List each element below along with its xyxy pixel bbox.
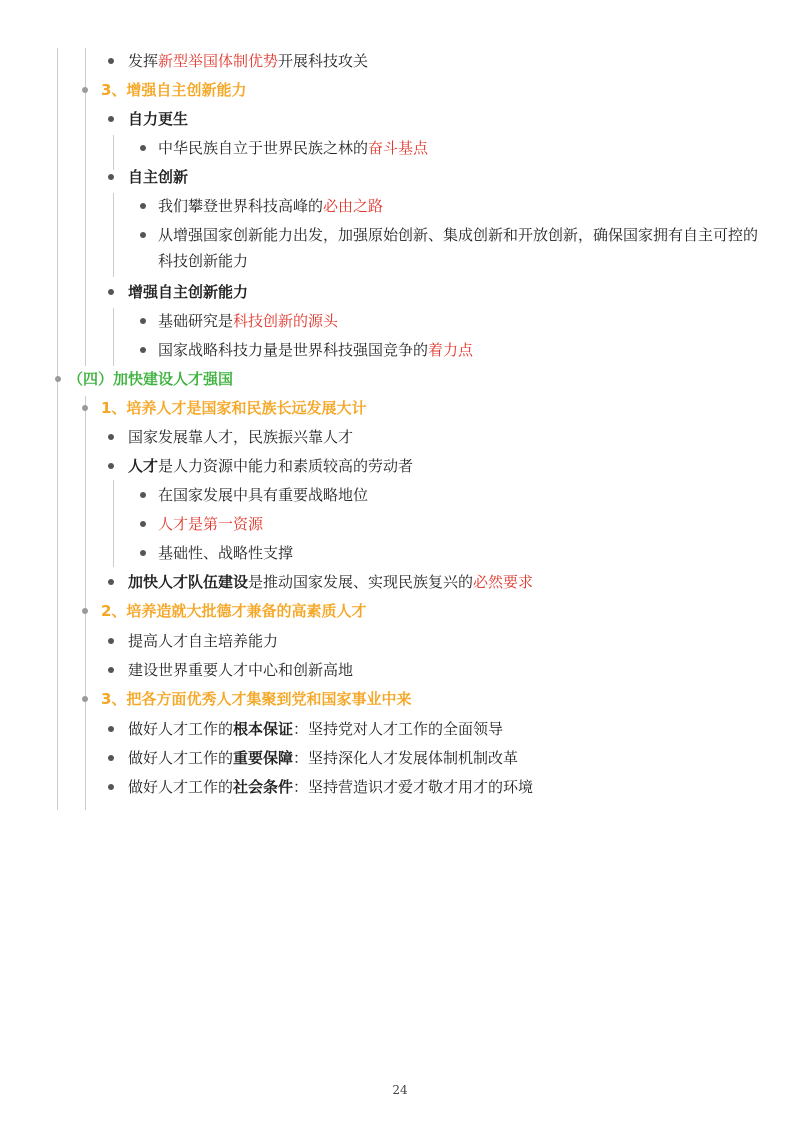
item-text: 做好人才工作的 (128, 720, 234, 738)
bullet-icon (108, 463, 114, 469)
bullet-icon (140, 318, 146, 324)
item-text: 国家战略科技力量是世界科技强国竞争的 (158, 341, 429, 359)
item-text: 是推动国家发展、实现民族复兴的 (248, 573, 474, 591)
guide-line (113, 480, 114, 567)
highlight-text: 奋斗基点 (368, 139, 429, 157)
bullet-icon (82, 608, 88, 614)
item-text: 中华民族自立于世界民族之林的 (158, 139, 369, 157)
item-text: 做好人才工作的 (128, 749, 234, 767)
item-text: 基础性、战略性支撑 (158, 544, 294, 562)
bullet-icon (108, 289, 114, 295)
item-text: 国家发展靠人才，民族振兴靠人才 (128, 428, 354, 446)
bullet-icon (108, 667, 114, 673)
bullet-icon (108, 174, 114, 180)
bullet-icon (108, 434, 114, 440)
guide-line (113, 193, 114, 277)
item-text: 社会条件 (233, 778, 294, 796)
guide-line (113, 135, 114, 170)
highlight-text: 必由之路 (323, 197, 384, 215)
item-text: 发挥 (128, 52, 159, 70)
item-text: 我们攀登世界科技高峰的 (158, 197, 324, 215)
bullet-icon (108, 579, 114, 585)
item-text: 开展科技攻关 (278, 52, 369, 70)
highlight-text: 新型举国体制优势 (158, 52, 279, 70)
bullet-icon (108, 755, 114, 761)
bullet-icon (140, 550, 146, 556)
highlight-text: 必然要求 (473, 573, 534, 591)
item-text: 在国家发展中具有重要战略地位 (158, 486, 369, 504)
item-text: ：坚持深化人才发展体制机制改革 (293, 749, 519, 767)
item-text: 做好人才工作的 (128, 778, 234, 796)
item-text: ：坚持营造识才爱才敬才用才的环境 (293, 778, 534, 796)
item-text: 提高人才自主培养能力 (128, 632, 279, 650)
bullet-icon (108, 638, 114, 644)
guide-line (113, 308, 114, 366)
bullet-icon (140, 492, 146, 498)
item-text: 人才 (128, 457, 159, 475)
bullet-icon (140, 232, 146, 238)
guide-line (85, 48, 86, 366)
bullet-icon (108, 116, 114, 122)
bullet-icon (108, 58, 114, 64)
heading-text: 1、培养人才是国家和民族长远发展大计 (101, 399, 367, 417)
highlight-text: 人才是第一资源 (158, 515, 264, 533)
item-text: 建设世界重要人才中心和创新高地 (128, 661, 354, 679)
page-number: 24 (392, 1083, 408, 1097)
bullet-icon (108, 784, 114, 790)
heading-text: （四）加快建设人才强国 (68, 370, 234, 388)
item-text: 自力更生 (128, 110, 189, 128)
highlight-text: 科技创新的源头 (233, 312, 339, 330)
bullet-icon (140, 521, 146, 527)
bullet-icon (82, 405, 88, 411)
guide-line (85, 396, 86, 810)
bullet-icon (82, 696, 88, 702)
bullet-icon (108, 726, 114, 732)
heading-text: 3、增强自主创新能力 (101, 81, 247, 99)
item-text: 从增强国家创新能力出发，加强原始创新、集成创新和开放创新，确保国家拥有自主可控的科技创新能力 (158, 226, 759, 270)
item-text: ：坚持党对人才工作的全面领导 (293, 720, 504, 738)
bullet-icon (82, 87, 88, 93)
item-text: 增强自主创新能力 (128, 283, 249, 301)
item-text: 是人力资源中能力和素质较高的劳动者 (158, 457, 414, 475)
item-text: 基础研究是 (158, 312, 234, 330)
item-text: 重要保障 (233, 749, 294, 767)
bullet-icon (140, 203, 146, 209)
guide-line (57, 48, 58, 810)
highlight-text: 着力点 (428, 341, 474, 359)
heading-text: 2、培养造就大批德才兼备的高素质人才 (101, 602, 367, 620)
heading-text: 3、把各方面优秀人才集聚到党和国家事业中来 (101, 690, 412, 708)
item-text: 加快人才队伍建设 (128, 573, 249, 591)
bullet-icon (55, 376, 61, 382)
bullet-icon (140, 347, 146, 353)
bullet-icon (140, 145, 146, 151)
item-text: 根本保证 (233, 720, 294, 738)
item-text: 自主创新 (128, 168, 189, 186)
